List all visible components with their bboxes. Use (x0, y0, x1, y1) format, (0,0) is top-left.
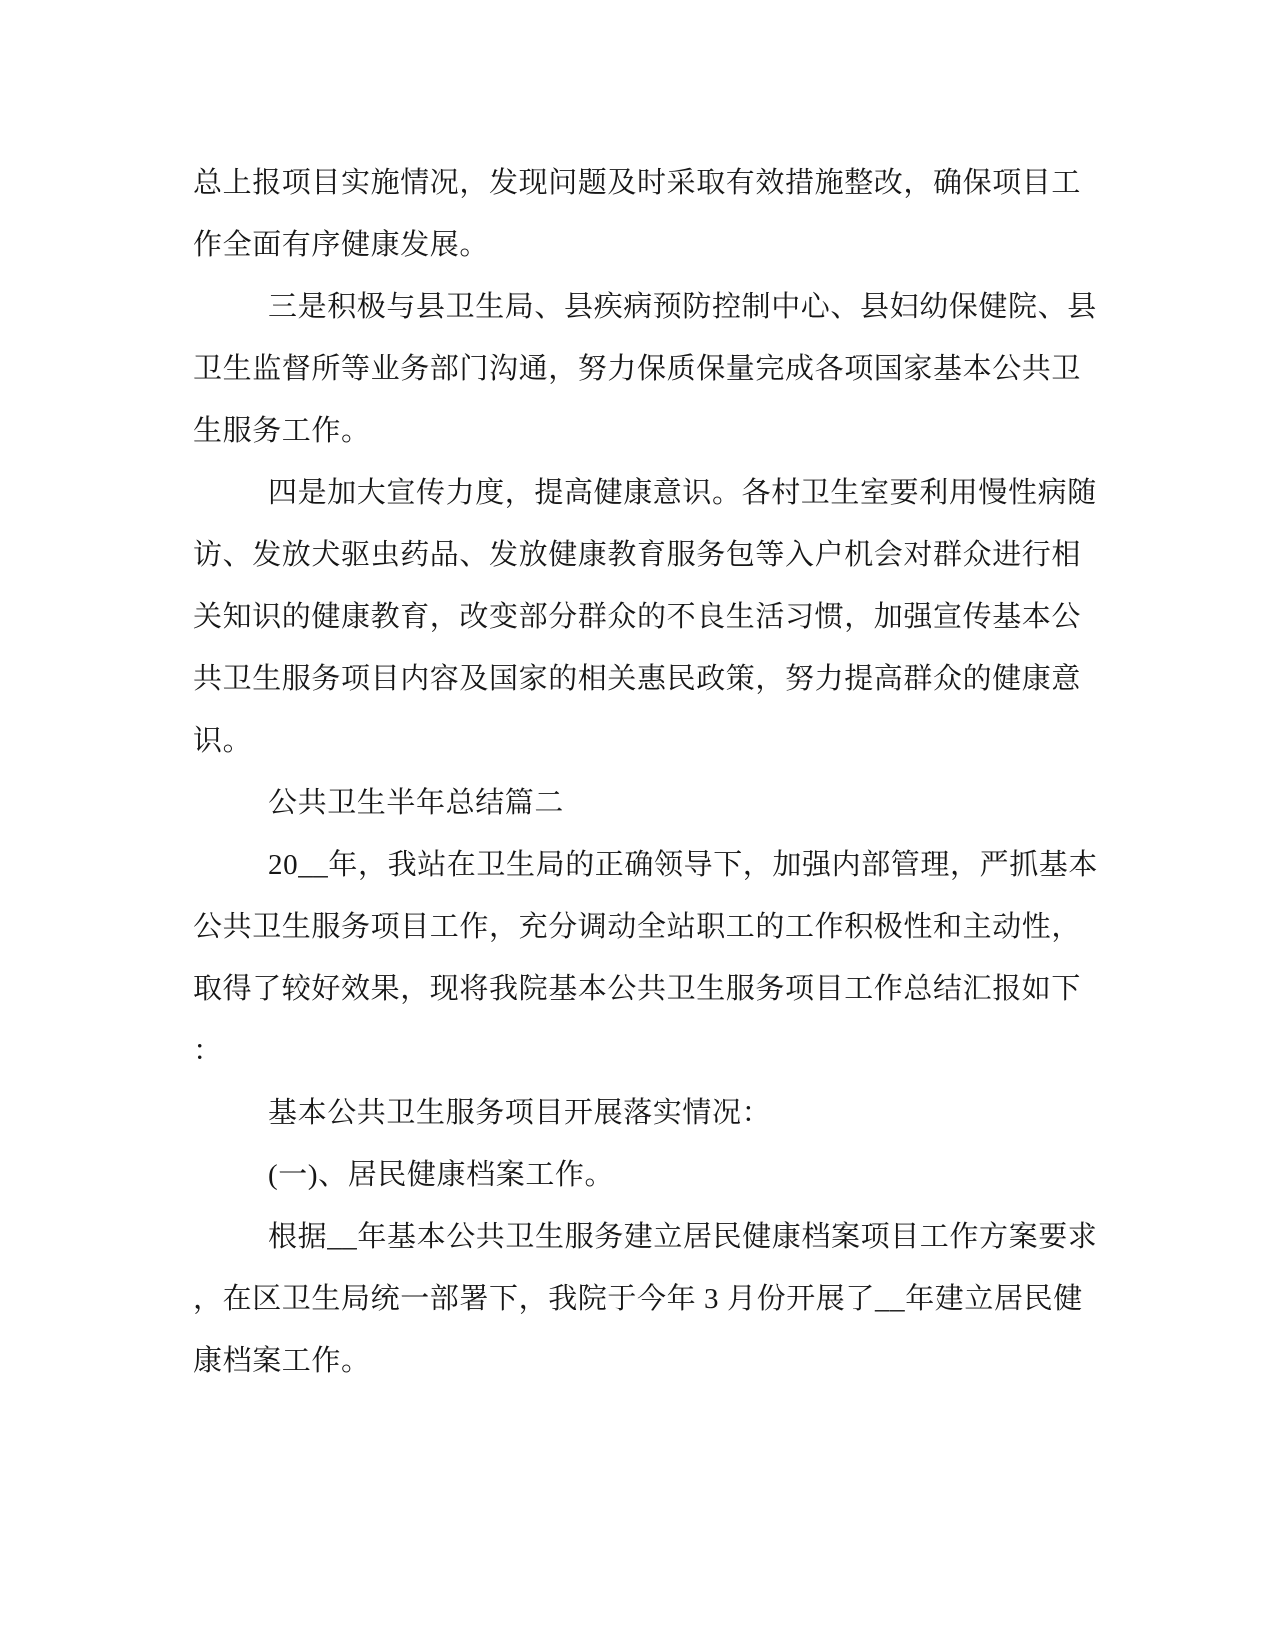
text-line: 三是积极与县卫生局、县疾病预防控制中心、县妇幼保健院、县 (268, 291, 1097, 323)
text-line: 共卫生服务项目内容及国家的相关惠民政策，努力提高群众的健康意 (193, 663, 1082, 695)
text-line: 访、发放犬驱虫药品、发放健康教育服务包等入户机会对群众进行相 (193, 539, 1082, 571)
text-line: 基本公共卫生服务项目开展落实情况： (268, 1097, 772, 1129)
text-line: 关知识的健康教育，改变部分群众的不良生活习惯，加强宣传基本公 (193, 601, 1082, 633)
text-line: 识。 (193, 725, 253, 757)
document-body (193, 152, 1099, 1392)
text-line: 20__年，我站在卫生局的正确领导下，加强内部管理，严抓基本 (268, 849, 1099, 881)
text-line: (一)、居民健康档案工作。 (268, 1159, 615, 1191)
text-line: 生服务工作。 (193, 415, 371, 447)
text-line: 康档案工作。 (193, 1345, 371, 1377)
text-line: ，在区卫生局统一部署下，我院于今年 3 月份开展了__年建立居民健 (193, 1283, 1083, 1315)
text-line: 总上报项目实施情况，发现问题及时采取有效措施整改，确保项目工 (193, 167, 1082, 199)
text-line: 四是加大宣传力度，提高健康意识。各村卫生室要利用慢性病随 (268, 477, 1097, 509)
text-line: 取得了较好效果，现将我院基本公共卫生服务项目工作总结汇报如下 (193, 973, 1082, 1005)
text-line: 根据__年基本公共卫生服务建立居民健康档案项目工作方案要求 (268, 1221, 1098, 1253)
text-line: ： (193, 1035, 223, 1067)
text-line: 公共卫生服务项目工作，充分调动全站职工的工作积极性和主动性， (193, 911, 1082, 943)
text-line: 公共卫生半年总结篇二 (268, 787, 565, 819)
text-line: 作全面有序健康发展。 (193, 229, 490, 261)
text-line: 卫生监督所等业务部门沟通，努力保质保量完成各项国家基本公共卫 (193, 353, 1082, 385)
